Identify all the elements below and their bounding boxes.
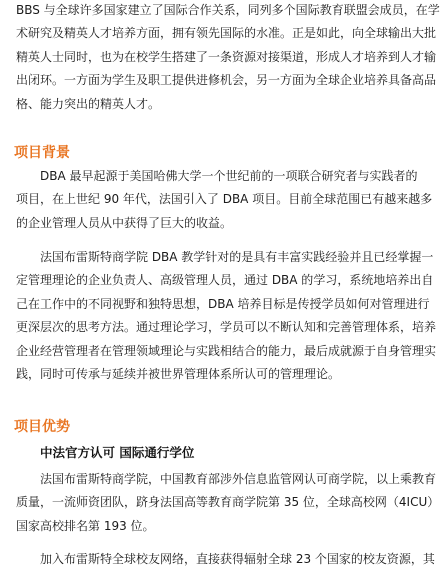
text-line: 术研究及精英人才培养方面，拥有领先国际的水准。正是如此，向全球输出大批 (16, 26, 437, 41)
text-line: 项目，在上世纪 90 年代，法国引入了 DBA 项目。目前全球范围已有越来越多 (16, 192, 433, 207)
text-line: 出闭环。一方面为学生及职工提供进修机会，另一方面为全球企业培养具备高品 (16, 73, 437, 88)
text-line: 加入布雷斯特全球校友网络，直接获得辐射全球 23 个国家的校友资源，其 (40, 552, 435, 566)
advantages-subheading: 中法官方认可 国际通行学位 (40, 445, 195, 460)
text-line: 格、能力突出的精英人才。 (16, 96, 161, 111)
text-line: 更深层次的思考方法。通过理论学习，学员可以不断认知和完善管理体系，培养 (16, 320, 437, 335)
text-line: 企业经营管理者在管理领域理论与实践相结合的能力，最后成就源于自身管理实 (16, 343, 437, 358)
text-line: 的企业管理人员从中获得了巨大的收益。 (16, 215, 233, 230)
text-line: 践，同时可传承与延续并被世界管理体系所认可的管理理论。 (16, 367, 341, 382)
advantages-paragraph-2 (16, 548, 435, 571)
text-line: 精英人士同时，也为在校学生搭建了一条资源对接渠道，形成人才培养到人才输 (16, 49, 437, 64)
text-line: 法国布雷斯特商学院，中国教育部涉外信息监管网认可商学院，以上乘教育 (40, 472, 437, 486)
background-paragraph-2 (16, 246, 437, 386)
advantages-paragraph-1 (16, 468, 440, 538)
text-line: 定管理理论的企业负责人、高级管理人员，通过 DBA 的学习，系统地培养出自 (16, 273, 434, 288)
text-line: 国家高校排名第 193 位。 (16, 518, 155, 533)
text-line: 质量，一流师资团队，跻身法国高等教育商学院第 35 位，全球高校网（4ICU） (16, 495, 440, 510)
text-line: 法国布雷斯特商学院 DBA 教学针对的是具有丰富实践经验并且已经掌握一 (40, 250, 434, 264)
intro-paragraph (16, 0, 440, 116)
background-heading: 项目背景 (14, 145, 70, 161)
text-line: 己在工作中的不同视野和独特思想，DBA 培养目标是传授学员如何对管理进行 (16, 296, 430, 311)
advantages-heading: 项目优势 (14, 419, 70, 435)
text-line: DBA 最早起源于美国哈佛大学一个世纪前的一项联合研究者与实践者的 (40, 169, 418, 183)
text-line: BBS 与全球许多国家建立了国际合作关系，同列多个国际教育联盟会成员，在学 (16, 3, 440, 17)
background-paragraph-1 (16, 165, 433, 235)
